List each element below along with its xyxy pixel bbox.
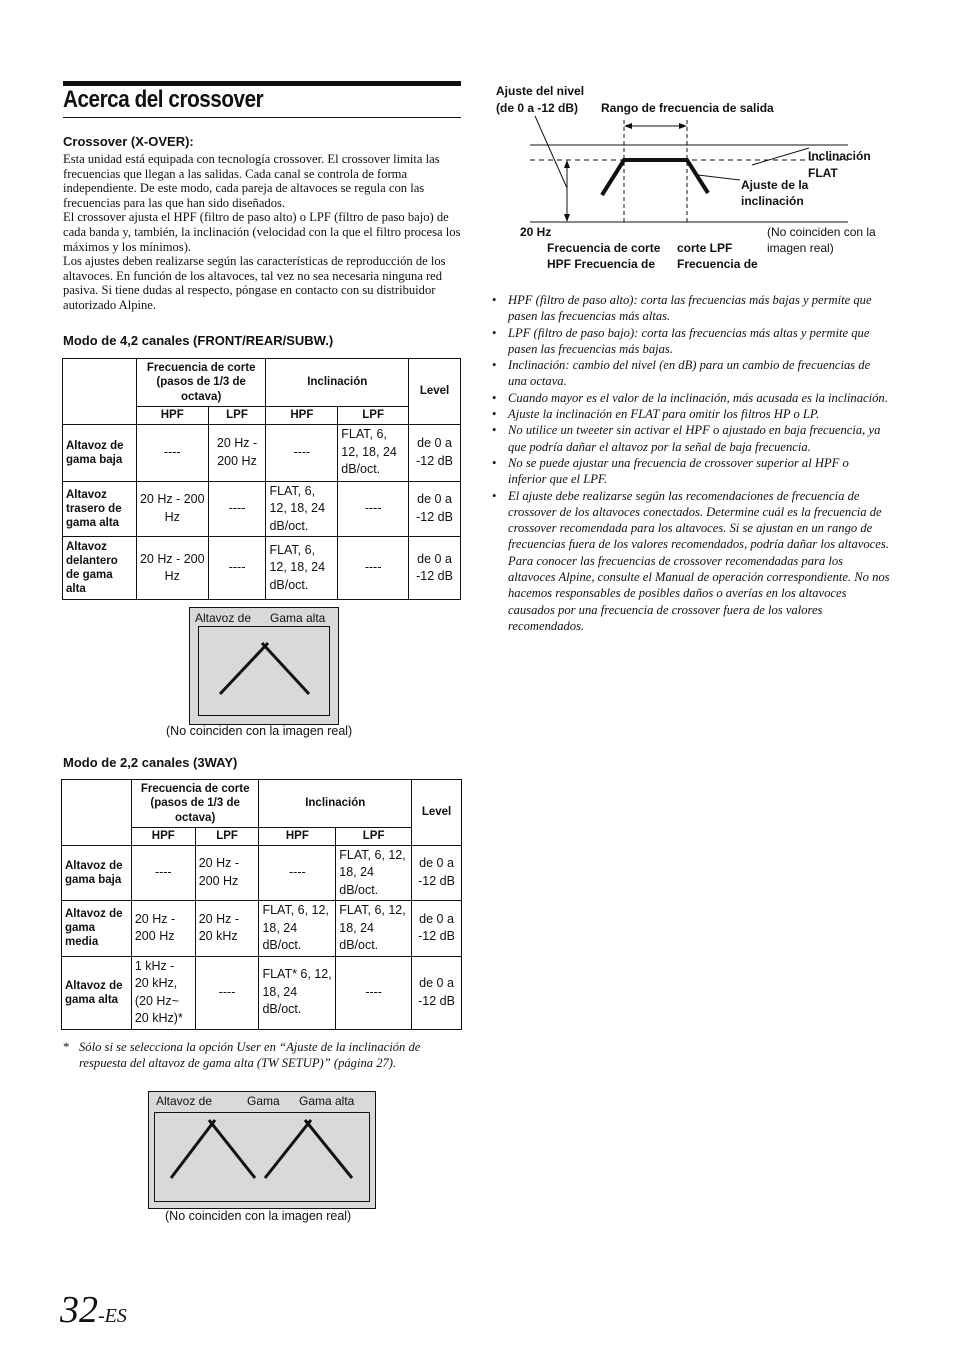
- bullet: •: [492, 390, 497, 405]
- high-range-curve: [262, 643, 309, 694]
- list-item: [492, 406, 890, 422]
- lpf-cutoff-label: corte LPF: [677, 241, 733, 255]
- table-row: [62, 845, 462, 901]
- bullet: •: [492, 293, 497, 307]
- note-text: Cuando mayor es el valor de la inclinación, más acusada es la inclinación.: [508, 390, 888, 405]
- table-cell: de 0 a -12 dB: [409, 537, 461, 600]
- slope-adjust-leader: [698, 175, 740, 180]
- table-cell: ----: [131, 845, 195, 901]
- slope-flat-label: FLAT: [808, 166, 838, 180]
- lpf-header: LPF: [208, 407, 266, 425]
- footnote-mark: *: [63, 1040, 70, 1054]
- table-cell: 1 kHz - 20 kHz, (20 Hz~ 20 kHz)*: [131, 956, 195, 1029]
- table-cell: de 0 a -12 dB: [412, 901, 462, 957]
- table-cell: de 0 a -12 dB: [409, 424, 461, 481]
- list-item: [492, 325, 890, 358]
- table-row: [63, 424, 461, 481]
- page-number: [60, 1288, 127, 1332]
- bullet: •: [492, 488, 497, 503]
- mid-range-curve: [265, 1120, 311, 1178]
- output-range-arrow-head: [624, 123, 632, 129]
- low-range-curve: [171, 1120, 215, 1178]
- flat-slope-leader: [752, 148, 809, 165]
- table-row: [62, 956, 462, 1029]
- mode42-diagram: [189, 607, 339, 725]
- table-cell: ----: [259, 845, 336, 901]
- table-cell: de 0 a -12 dB: [409, 481, 461, 537]
- bullet: •: [492, 325, 497, 340]
- level-header: Level: [412, 780, 462, 846]
- table-cell: ----: [266, 424, 338, 481]
- row-header: Altavoz de gama alta: [62, 956, 132, 1029]
- level-arrow-head: [564, 160, 570, 168]
- hpf-cutoff-label: Frecuencia de corte: [547, 241, 661, 255]
- note-text: No utilice un tweeter sin activar el HPF o ajustado en baja frecuencia, ya que podría dañar el altavoz por la señal de baja frecuencia.: [508, 423, 881, 454]
- table-cell: ----: [195, 956, 259, 1029]
- page-number-suffix: -ES: [98, 1305, 127, 1327]
- note-text: No se puede ajustar una frecuencia de crossover superior al HPF o inferior que el LPF.: [508, 455, 849, 487]
- diagram-label: Altavoz de: [156, 1094, 213, 1108]
- mode42-heading: Modo de 4,2 canales (FRONT/REAR/SUBW.): [63, 333, 334, 348]
- table-corner: [63, 359, 137, 425]
- table-cell: FLAT, 6, 12, 18, 24 dB/oct.: [336, 845, 412, 901]
- footnote: [63, 1039, 461, 1071]
- mode22-diagram: [148, 1091, 376, 1209]
- table-corner: [62, 780, 132, 846]
- list-item: [492, 455, 890, 488]
- diagram-label: Altavoz de: [195, 611, 252, 625]
- table-cell: 20 Hz - 200 Hz: [208, 424, 266, 481]
- row-header: Altavoz de gama baja: [63, 424, 137, 481]
- output-range-arrow-head: [679, 123, 687, 129]
- hpf-header: HPF: [266, 407, 338, 425]
- list-item: [492, 357, 890, 390]
- list-item: [492, 390, 890, 406]
- diagram-label: Gama: [247, 1094, 280, 1108]
- crossover-text: [63, 152, 461, 313]
- high-range-curve: [305, 1120, 352, 1178]
- note-text: Ajuste la inclinación en FLAT para omitir los filtros HP o LP.: [508, 407, 820, 422]
- table-cell: FLAT* 6, 12, 18, 24 dB/oct.: [259, 956, 336, 1029]
- hz20-label: 20 Hz: [520, 225, 552, 239]
- row-header: Altavoz de gama baja: [62, 845, 132, 901]
- list-item: [492, 488, 890, 635]
- hpf-cutoff-label: HPF Frecuencia de: [547, 257, 656, 271]
- diagram-label: Gama alta: [299, 1094, 355, 1108]
- note-text: LPF (filtro de paso bajo): corta las frecuencias más altas y permite que pasen las frecuencias más bajas.: [508, 325, 870, 356]
- level-leader-line: [535, 116, 567, 188]
- slope-adjust-label: Ajuste de la: [741, 178, 809, 192]
- crossover-curves: [149, 1092, 375, 1208]
- table-row: [63, 481, 461, 537]
- table-cell: 20 Hz - 200 Hz: [136, 481, 208, 537]
- slope-flat-label: Inclinación: [808, 149, 871, 163]
- table-cell: FLAT, 6, 12, 18, 24 dB/oct.: [338, 424, 409, 481]
- low-range-curve: [220, 643, 268, 694]
- table-cell: de 0 a -12 dB: [412, 956, 462, 1029]
- lpf-header: LPF: [336, 828, 412, 846]
- list-item: [492, 292, 890, 325]
- crossover-paragraph: El crossover ajusta el HPF (filtro de paso alto) o LPF (filtro de paso bajo) de cada banda y, también, la inclinación (velocidad con la que el filtro procesa los máximos y los mínimos).: [63, 210, 461, 254]
- table-row: [63, 537, 461, 600]
- mode42-table: [62, 358, 461, 600]
- table-cell: de 0 a -12 dB: [412, 845, 462, 901]
- table-cell: ----: [208, 537, 266, 600]
- crossover-paragraph: Esta unidad está equipada con tecnología crossover. El crossover limita las frecuencias que llegan a las salidas. Cada canal se controla de forma independiente. De este modo, cada pareja de altavoces se regula con las frecuencias para las que han sido diseñados.: [63, 152, 440, 210]
- crossover-paragraph: Los ajustes deben realizarse según las características de reproducción de los altavoces. En función de los altavoces, tal vez no sea necesaria ninguna red pasiva. Si tiene dudas al respecto, póngase en contacto con su distribuidor autorizado Alpine.: [63, 254, 446, 312]
- diagram-label: Gama alta: [270, 611, 326, 625]
- table-cell: ----: [136, 424, 208, 481]
- diagram-caption: (No coinciden con la imagen real): [165, 1209, 352, 1223]
- bullet: •: [492, 407, 497, 422]
- level-header: Level: [409, 359, 461, 425]
- hpf-header: HPF: [259, 828, 336, 846]
- row-header: Altavoz trasero de gama alta: [63, 481, 137, 537]
- table-cell: FLAT, 6, 12, 18, 24 dB/oct.: [266, 537, 338, 600]
- page-title: Acerca del crossover: [63, 86, 264, 113]
- mode22-table: [61, 779, 462, 1030]
- slope-header: Inclinación: [266, 359, 409, 407]
- note-text: El ajuste debe realizarse según las recomendaciones de frecuencia de crossover de los altavoces conectados. Determine cuál es la frecuencia de crossover recomendada para los altavoces. Si se ajustan en un rango de frecuencias fuera de los valores recomendados, podría dañar los altavoces.: [508, 488, 889, 552]
- mode22-heading: Modo de 2,2 canales (3WAY): [63, 755, 238, 770]
- hpf-header: HPF: [131, 828, 195, 846]
- freq-header: Frecuencia de corte (pasos de 1/3 de octava): [136, 359, 266, 407]
- bullet: •: [492, 358, 497, 373]
- table-cell: FLAT, 6, 12, 18, 24 dB/oct.: [259, 901, 336, 957]
- level-range-label: (de 0 a -12 dB): [496, 101, 579, 115]
- hpf-header: HPF: [136, 407, 208, 425]
- row-header: Altavoz delantero de gama alta: [63, 537, 137, 600]
- page-number-value: 32: [60, 1289, 98, 1331]
- lpf-cutoff-label: Frecuencia de: [677, 257, 758, 271]
- table-cell: ----: [338, 481, 409, 537]
- table-row: [62, 901, 462, 957]
- table-cell: ----: [208, 481, 266, 537]
- note-text: Inclinación: cambio del nivel (en dB) para un cambio de frecuencias de una octava.: [508, 358, 871, 389]
- freq-header: Frecuencia de corte (pasos de 1/3 de octava): [131, 780, 259, 828]
- bullet: •: [492, 455, 497, 470]
- crossover-heading: Crossover (X-OVER):: [63, 134, 194, 149]
- list-item: [492, 422, 890, 455]
- table-cell: FLAT, 6, 12, 18, 24 dB/oct.: [336, 901, 412, 957]
- row-header: Altavoz de gama media: [62, 901, 132, 957]
- lpf-header: LPF: [195, 828, 259, 846]
- mid-range-curve: [209, 1120, 255, 1178]
- bullet: •: [492, 423, 497, 438]
- note-text: HPF (filtro de paso alto): corta las frecuencias más bajas y permite que pasen las frecuencias más altas.: [508, 293, 872, 324]
- level-arrow-head: [564, 214, 570, 222]
- chart-note: (No coinciden con la imagen real): [767, 225, 876, 255]
- table-cell: 20 Hz - 200 Hz: [136, 537, 208, 600]
- response-curve: [602, 160, 708, 195]
- table-cell: 20 Hz - 200 Hz: [195, 845, 259, 901]
- footnote-text: Sólo si se selecciona la opción User en “Ajuste de la inclinación de respuesta del altavoz de gama alta (TW SETUP)” (página 27).: [79, 1040, 421, 1070]
- diagram-caption: (No coinciden con la imagen real): [166, 724, 353, 738]
- lpf-header: LPF: [338, 407, 409, 425]
- notes-list: [492, 292, 890, 634]
- table-cell: FLAT, 6, 12, 18, 24 dB/oct.: [266, 481, 338, 537]
- slope-adjust-label: inclinación: [741, 194, 804, 208]
- table-cell: 20 Hz - 200 Hz: [131, 901, 195, 957]
- crossover-curves: [190, 608, 338, 724]
- slope-header: Inclinación: [259, 780, 412, 828]
- note-extra-text: Para conocer las frecuencias de crossover recomendadas para los altavoces Alpine, consulte el Manual de operación correspondiente. No nos hacemos responsables de posibles daños o averías en los altavoces causados por una frecuencia de crossover fuera de los valores recomendados.: [508, 553, 890, 633]
- output-range-label: Rango de frecuencia de salida: [601, 101, 774, 115]
- table-cell: ----: [336, 956, 412, 1029]
- table-cell: 20 Hz - 20 kHz: [195, 901, 259, 957]
- table-cell: ----: [338, 537, 409, 600]
- level-adjust-label: Ajuste del nivel: [496, 84, 585, 98]
- title-rule: [63, 117, 461, 118]
